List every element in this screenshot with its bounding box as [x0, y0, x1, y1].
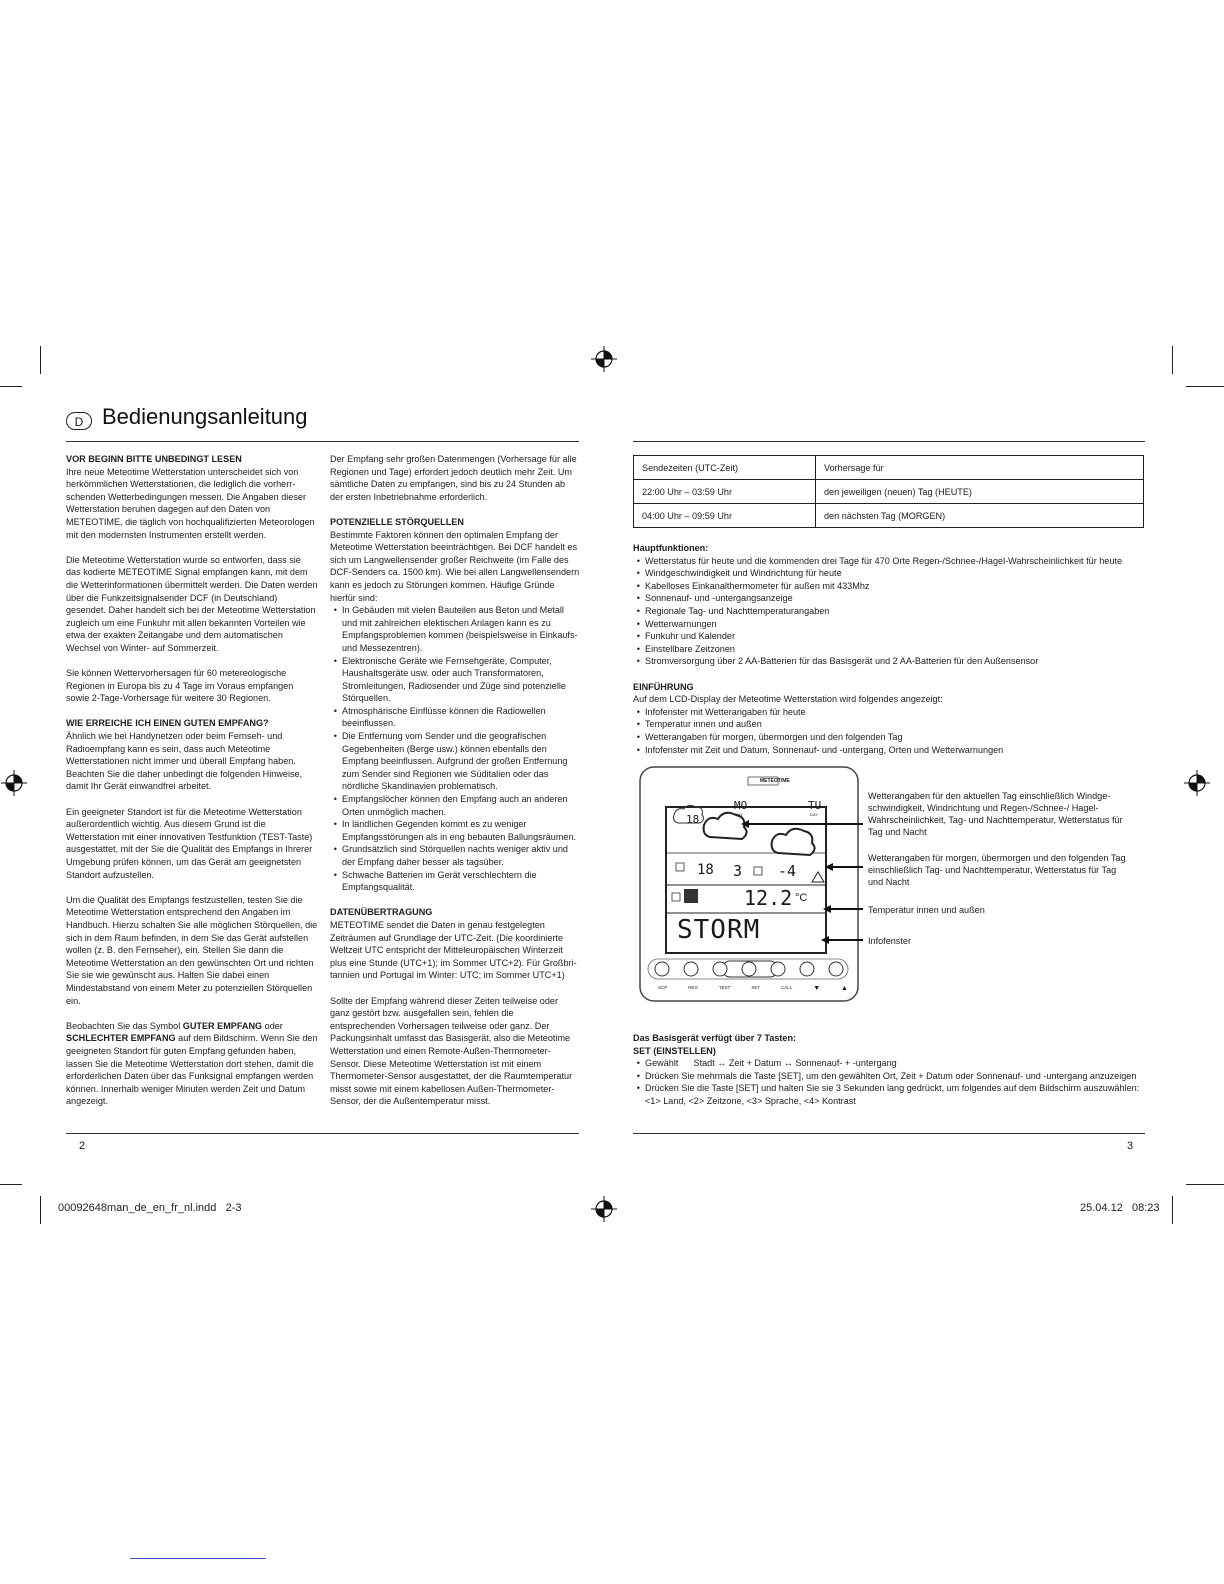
device-temp-night: -4: [778, 862, 797, 880]
list-item: • Windgeschwindigkeit und Windrichtung für heute: [645, 567, 1148, 580]
header-rule: [66, 441, 579, 442]
column-3-lower: [633, 1032, 1148, 1120]
main-functions-list: [633, 555, 1148, 668]
paragraph: Um die Qualität des Empfangs festzustellen, testen Sie die Meteotime Wetterstation entsprechend den Angaben im Handbuch. Hierzu schalten Sie alle möglichen Störquellen, die sich in dem Raum befinden, in dem Sie das Gerät aufstellen wollen (z. B. den Fernseher), ein. Stellen Sie dann die Meteotime Wetterstation an den gewünschten Ort und richten Sie sie wie gewünscht aus. Halten Sie dabei einen Mindestabstand von einem Meter zu potenziellen Störquellen ein.: [66, 894, 318, 1006]
section-heading: WIE ERREICHE ICH EINEN GUTEN EMPFANG?: [66, 718, 269, 729]
list-item: • Regionale Tag- und Nachttemperaturangaben: [645, 605, 1148, 618]
list-item: • Gewählt Stadt ↔ Zeit + Datum ↔ Sonnenauf- + -untergang: [645, 1057, 1148, 1070]
device-button: [655, 962, 669, 976]
button-label: SET: [751, 985, 761, 990]
list-item: • Atmosphärische Einflüsse können die Radiowellen beeinflussen.: [342, 705, 580, 730]
table-cell: Sendezeiten (UTC-Zeit): [634, 456, 816, 480]
column-1: [66, 453, 318, 1120]
page-title: Bedienungsanleitung: [102, 404, 308, 429]
column-2: [330, 453, 580, 1120]
device-temp-unit: °C: [795, 892, 808, 904]
crop-mark: [1172, 346, 1173, 374]
transmission-schedule-table: [633, 455, 1144, 528]
list-item: • Infofenster mit Wetterangaben für heute: [645, 706, 1148, 719]
annotation: Wetterangaben für den aktuellen Tag einschließlich Windgeschwindigkeit, Windrichtung und Regen-/Schnee-/ Hagel-Wahrscheinlichkeit, Tag- und Nachttemperatur, Wetterstatus für Tag und Nacht: [868, 791, 1123, 837]
device-button: [800, 962, 814, 976]
device-day1-tag: DAY: [735, 812, 743, 817]
device-temp-top: 18: [686, 813, 700, 826]
list-item: • Drücken Sie die Taste [SET] und halten Sie sie 3 Sekunden lang gedrückt, um folgendes auf dem Bildschirm auszuwählen: <1> Land, <2> Zeitzone, <3> Sprache, <4> Kontrast: [645, 1082, 1148, 1107]
page-number-left: 2: [79, 1140, 86, 1152]
paragraph: Ein geeigneter Standort ist für die Meteotime Wetterstation außerordentlich wichtig. Aus diesem Grund ist die Wetterstation mit einer innovativen Testfunktion (TEST-Taste) ausgestattet, mit der Sie die Qualität des Empfangs in Ihrerer Umgebung prüfen können, um das Gerät am geeignetsten Standort aufzustellen.: [66, 806, 313, 880]
arrow-line: [832, 866, 863, 868]
set-key-list: [633, 1057, 1148, 1107]
table-cell: Vorhersage für: [816, 456, 1144, 480]
list-item: • In ländlichen Gegenden kommt es zu weniger Empfangsstörungen als in eng bebauten Ballungsräumen.: [342, 818, 580, 843]
paragraph: Sollte der Empfang während dieser Zeiten teilweise oder ganz gestört bzw. ausgefallen sein, fehlen die entsprechenden Vorhersagen teilweise oder ganz. Der Packungsinhalt umfasst das Basisgerät, also die Meteotime Wetterstation und einen Remote-Außen-Thermometer-Sensor. Diese Meteotime Wetterstation ist mit einem Thermometer-Sensor ausgestattet, der die Raumtemperatur misst sowie mit einem kabellosen Außen-Thermometer-Sensor, der die Außentemperatur misst.: [330, 995, 573, 1107]
device-day2-tag: DAY: [810, 812, 818, 817]
button-label: ▼: [813, 985, 821, 992]
arrow-head: [825, 863, 833, 871]
button-label: SCP: [658, 985, 668, 990]
section-heading: DATENÜBERTRAGUNG: [330, 907, 433, 918]
list-item: • Drücken Sie mehrmals die Taste [SET], um den gewählten Ort, Zeit + Datum oder Sonnenauf- und -untergang anzuzeigen: [645, 1070, 1148, 1083]
device-button: [713, 962, 727, 976]
registration-mark-icon: [591, 346, 617, 372]
table-cell: den nächsten Tag (MORGEN): [816, 504, 1144, 528]
table-cell: 22:00 Uhr – 03:59 Uhr: [634, 480, 816, 504]
device-temp-main: 12.2: [744, 886, 793, 910]
list-item: • Sonnenauf- und -untergangsanzeige: [645, 592, 1148, 605]
registration-mark-icon: [1184, 770, 1210, 796]
display-list: [633, 706, 1148, 756]
language-badge: D: [66, 412, 92, 430]
footer-timestamp: 25.04.12 08:23: [1080, 1202, 1160, 1214]
list-item: • Stromversorgung über 2 AA-Batterien für das Basisgerät und 2 AA-Batterien für den Außensensor: [645, 655, 1148, 668]
crop-mark: [1186, 386, 1224, 387]
device-button: [742, 962, 756, 976]
annotation: Temperatur innen und außen: [868, 905, 985, 915]
footer-rule: [633, 1133, 1145, 1134]
section-heading: VOR BEGINN BITTE UNBEDINGT LESEN: [66, 454, 242, 464]
list-item: • Schwache Batterien im Gerät verschlechtern die Empfangsqualität.: [342, 869, 580, 894]
paragraph: Ihre neue Meteotime Wetterstation unterscheidet sich von herkömmlichen Wetterstationen, die lediglich die vorherrschenden Wetterbedingungen messen. Die Angaben dieser Wetterstation beruhen dagegen auf den Daten von METEOTIME, die täglich von hochqualifizierten Meteorologen mit den modernsten Instrumenten erstellt werden.: [66, 466, 315, 540]
device-humidity: 18: [697, 862, 714, 878]
device-day2: TU: [808, 799, 822, 812]
section-heading: POTENZIELLE STÖRQUELLEN: [330, 516, 464, 527]
annotation: Wetterangaben für morgen, übermorgen und den folgenden Tag einschließlich Tag- und Nachttemperatur, Wetterstatus für Tag und Nacht: [868, 853, 1126, 887]
list-item: • Temperatur innen und außen: [645, 718, 1148, 731]
interference-list: [330, 604, 580, 894]
page-number-right: 3: [1127, 1140, 1134, 1152]
arrow-head: [823, 905, 831, 913]
paragraph: Die Meteotime Wetterstation wurde so entworfen, dass sie das kodierte METEOTIME Signal empfangen kann, mit dem die Wetterinformationen übermittelt werden. Die Daten werden über die Funkzeitsignalsender DCF (in Deutschland) gesendet. Daher handelt sich bei der Meteotime Wetterstation zugleich um eine Funkuhr mit allen bekannten Vorteilen wie etwa der exakten Zeitangabe und dem automatischen Wechsel von Winter- auf Sommerzeit.: [66, 554, 318, 653]
list-item: • Kabelloses Einkanalthermometer für außen mit 433Mhz: [645, 580, 1148, 593]
arrow-head: [741, 820, 749, 828]
section-heading: EINFÜHRUNG: [633, 681, 694, 692]
crop-mark: [0, 386, 22, 387]
crop-mark: [1172, 1196, 1173, 1224]
list-item: • Die Entfernung vom Sender und die geografischen Gegebenheiten (Berge usw.) können ebenfalls den Empfang beeinflussen. Aufgrund der großen Entfernung zum Sender sind Regionen wie Süditalien oder das nördliche Skandinavien problematisch.: [342, 730, 580, 793]
paragraph: Ähnlich wie bei Handynetzen oder beim Fernseh- und Radioempfang kann es sein, dass auch Meteotime Wetterstationen nicht immer und überall Empfang haben. Beachten Sie die daher unbedingt die folgenden Hinweise, damit Ihr Gerät einwandfrei arbeitet.: [66, 731, 303, 792]
device-temp-day: 3: [733, 862, 743, 880]
arrow-line: [830, 908, 863, 910]
table-row: [634, 480, 1144, 504]
registration-mark-icon: [591, 1196, 617, 1222]
list-item: • Elektronische Geräte wie Fernsehgeräte, Computer, Haushaltsgeräte usw. oder auch Transformatoren, Stromleitungen, Radiosender und Züge sind potenzielle Störquellen.: [342, 655, 580, 705]
list-item: • In Gebäuden mit vielen Bauteilen aus Beton und Metall und mit zahlreichen elektischen Anlagen kann es zu Empfangsproblemen kommen (beispielsweise in Einkaufs- und Messezentren).: [342, 604, 580, 654]
device-day1: MO: [734, 799, 748, 812]
paragraph: Der Empfang sehr großen Datenmengen (Vorhersage für alle Regionen und Tage) erfordert jedoch deutlich mehr Zeit. Um sämtliche Daten zu empfangen, sind bis zu 24 Stunden ab der ersten Inbetriebnahme erforderlich.: [330, 454, 577, 502]
button-label: TEST: [718, 985, 731, 990]
device-button: [771, 962, 785, 976]
list-item: • Empfangslöcher können den Empfang auch an anderen Orten unmöglich machen.: [342, 793, 580, 818]
list-item: • Wetterwarnungen: [645, 618, 1148, 631]
button-label: REG: [688, 985, 698, 990]
section-heading: Das Basisgerät verfügt über 7 Tasten:: [633, 1033, 797, 1043]
list-item: • Grundsätzlich sind Störquellen nachts weniger aktiv und der Empfang daher besser als tagsüber.: [342, 843, 580, 868]
paragraph: Bestimmte Faktoren können den optimalen Empfang der Meteotime Wetterstation beeinträchtigen. Bei DCF handelt es sich um Langwellensender großer Reichweite (im Falle des DCF-Senders ca. 1500 km). Wie bei allen Langwellensendern kann es jedoch zu Störungen kommen. Häufige Gründe hierfür sind:: [330, 529, 580, 603]
weather-station-illustration: [638, 765, 862, 1005]
device-button: [829, 962, 843, 976]
paragraph: Sie können Wettervorhersagen für 60 metereologische Regionen in Europa bis zu 4 Tage im Voraus empfangen sowie 2-Tage-Vorhersage für weitere 30 Regionen.: [66, 668, 294, 704]
table-cell: den jeweiligen (neuen) Tag (HEUTE): [816, 480, 1144, 504]
arrow-line: [748, 823, 863, 825]
paragraph: Beobachten Sie das Symbol GUTER EMPFANG oder SCHLECHTER EMPFANG auf dem Bildschirm. Wenn Sie den geeigneten Standort für guten Empfang gefunden haben, lassen Sie die Meteotime Wetterstation dort stehen, damit die erforderlichen Daten über das Funksignal empfangen werden können. Innerhalb weniger Minuten werden Zeit und Datum angezeigt.: [66, 1020, 318, 1107]
list-item: • Funkuhr und Kalender: [645, 630, 1148, 643]
table-row: [634, 456, 1144, 480]
crop-mark: [40, 1196, 41, 1224]
table-row: [634, 504, 1144, 528]
button-label: CALL: [781, 985, 793, 990]
button-label: ▲: [841, 985, 848, 992]
arrow-head: [821, 936, 829, 944]
section-heading: SET (EINSTELLEN): [633, 1045, 716, 1056]
crop-mark: [40, 346, 41, 374]
footer-rule: [66, 1133, 579, 1134]
registration-mark-icon: [1, 770, 27, 796]
list-item: • Infofenster mit Zeit und Datum, Sonnenauf- und -untergang, Orten und Wetterwarnungen: [645, 744, 1148, 757]
section-heading: Hauptfunktionen:: [633, 543, 709, 553]
crop-mark: [0, 1184, 22, 1185]
list-item: • Einstellbare Zeitzonen: [645, 643, 1148, 656]
list-item: • Wetterangaben für morgen, übermorgen und den folgenden Tag: [645, 731, 1148, 744]
table-cell: 04:00 Uhr – 09:59 Uhr: [634, 504, 816, 528]
annotation: Infofenster: [868, 936, 911, 946]
crop-mark: [1186, 1184, 1224, 1185]
device-button: [684, 962, 698, 976]
column-3-upper: [633, 542, 1148, 769]
footer-filename: 00092648man_de_en_fr_nl.indd 2-3: [58, 1202, 242, 1214]
device-info-window: STORM: [677, 915, 761, 945]
link-underline: [130, 1558, 266, 1559]
device-button-labels: [658, 985, 848, 992]
arrow-line: [828, 939, 863, 941]
device-brand: METEOTIME: [760, 778, 790, 784]
list-item: • Wetterstatus für heute und die kommenden drei Tage für 470 Orte Regen-/Schnee-/Hagel-Wahrscheinlichkeit für heute: [645, 555, 1148, 568]
paragraph: METEOTIME sendet die Daten in genau festgelegten Zeiträumen auf Grundlage der UTC-Zeit. (Die koordinierte Weltzeit UTC entspricht der Mitteleuropäischen Winterzeit plus eine Stunde (UTC+1); im Sommer UTC+2). Für Großbritannien und Portugal im Winter: UTC; im Sommer UTC+1): [330, 919, 577, 981]
header-rule: [633, 441, 1145, 442]
paragraph: Auf dem LCD-Display der Meteotime Wetterstation wird folgendes angezeigt:: [633, 694, 943, 705]
